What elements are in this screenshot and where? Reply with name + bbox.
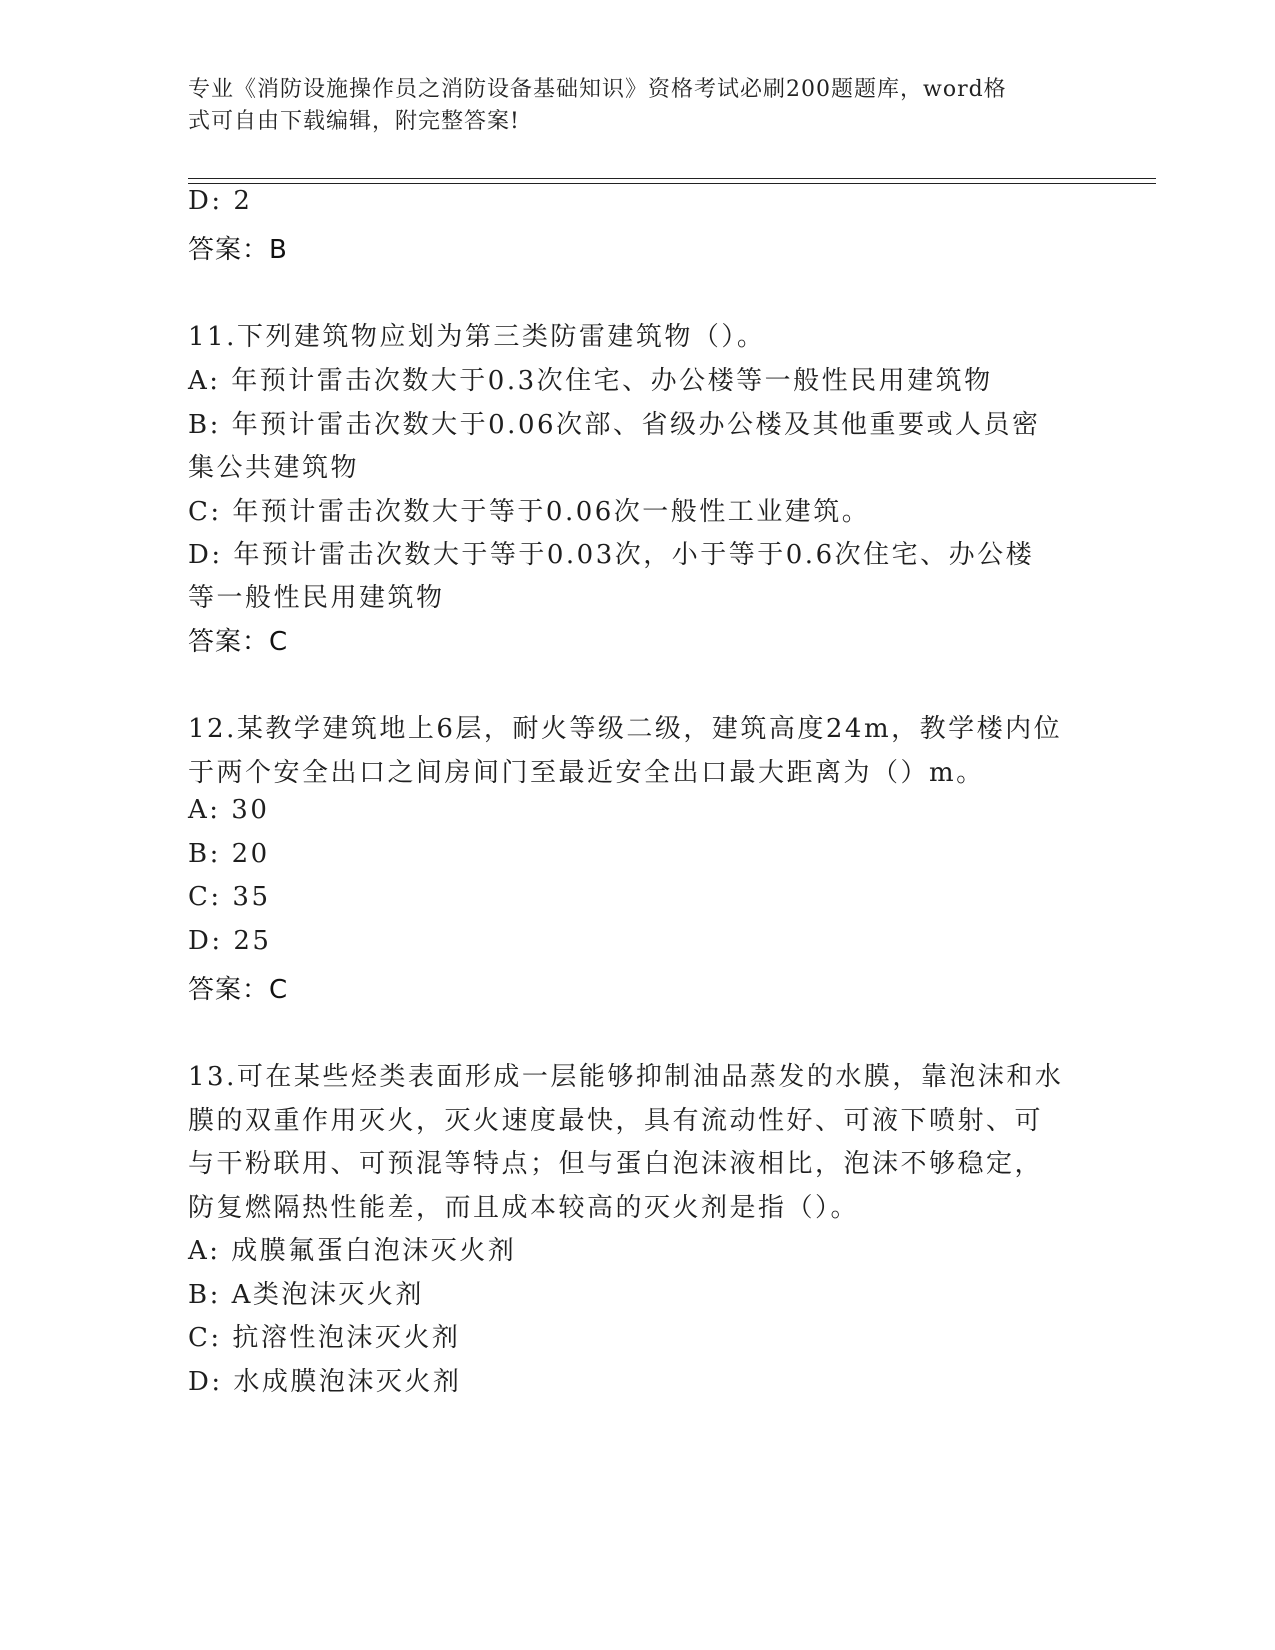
q11-option-a: A: 年预计雷击次数大于0.3次住宅、办公楼等一般性民用建筑物 (188, 366, 993, 396)
q13-stem-line-3: 与干粉联用、可预混等特点；但与蛋白泡沫液相比，泡沫不够稳定， (188, 1149, 1044, 1179)
page-header (188, 74, 1088, 138)
header-divider-top (188, 178, 1156, 179)
header-divider-bottom (188, 183, 1156, 184)
q11-option-b-line-1: B: 年预计雷击次数大于0.06次部、省级办公楼及其他重要或人员密 (188, 410, 1041, 440)
q11-option-d-line-2: 等一般性民用建筑物 (188, 583, 445, 613)
q11-option-d-line-1: D: 年预计雷击次数大于等于0.03次，小于等于0.6次住宅、办公楼 (188, 540, 1035, 570)
q12-option-d: D: 25 (188, 926, 272, 956)
q13-stem-line-1: 13.可在某些烃类表面形成一层能够抑制油品蒸发的水膜，靠泡沫和水 (188, 1062, 1064, 1092)
q13-option-c: C: 抗溶性泡沫灭火剂 (188, 1323, 461, 1353)
q12-stem-line-2: 于两个安全出口之间房间门至最近安全出口最大距离为（）m。 (188, 758, 985, 788)
q13-option-a: A: 成膜氟蛋白泡沫灭火剂 (188, 1236, 517, 1266)
header-line-1: 专业《消防设施操作员之消防设备基础知识》资格考试必刷200题题库，word格 (188, 77, 1007, 102)
header-line-2: 式可自由下载编辑，附完整答案! (188, 109, 520, 134)
q13-stem-line-4: 防复燃隔热性能差，而且成本较高的灭火剂是指（）。 (188, 1193, 860, 1223)
prev-option-d: D: 2 (188, 186, 253, 216)
q11-stem: 11.下列建筑物应划为第三类防雷建筑物（）。 (188, 322, 766, 352)
q11-answer: 答案：C (188, 627, 289, 657)
q12-answer: 答案：C (188, 975, 289, 1005)
q12-option-c: C: 35 (188, 882, 271, 912)
q13-stem-line-2: 膜的双重作用灭火，灭火速度最快，具有流动性好、可液下喷射、可 (188, 1106, 1044, 1136)
q13-option-d: D: 水成膜泡沫灭火剂 (188, 1367, 462, 1397)
q12-option-b: B: 20 (188, 839, 270, 869)
q12-stem-line-1: 12.某教学建筑地上6层，耐火等级二级，建筑高度24m，教学楼内位 (188, 714, 1063, 744)
q11-option-c: C: 年预计雷击次数大于等于0.06次一般性工业建筑。 (188, 497, 871, 527)
q12-option-a: A: 30 (188, 795, 270, 825)
prev-answer: 答案：B (188, 235, 288, 265)
q13-option-b: B: A类泡沫灭火剂 (188, 1280, 424, 1310)
q11-option-b-line-2: 集公共建筑物 (188, 453, 360, 483)
